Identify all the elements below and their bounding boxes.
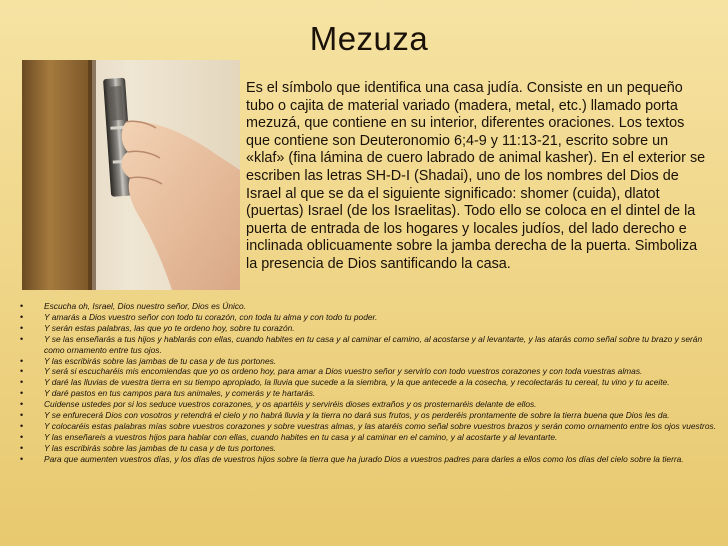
mezuza-illustration xyxy=(22,60,240,290)
verse-item: • Y serán estas palabras, las que yo te ordeno hoy, sobre tu corazón. xyxy=(18,323,718,334)
verse-item: • Y las escribirás sobre las jambas de tu casa y de tus portones. xyxy=(18,356,718,367)
verse-item: • Escucha oh, Israel, Dios nuestro señor, Dios es Único. xyxy=(18,301,718,312)
verse-item: • Y será si escucharéis mis encomiendas que yo os ordeno hoy, para amar a Dios vuestro señor y servirlo con todo vuestros corazones y con toda vuestras almas. xyxy=(18,366,718,377)
verse-item: • Para que aumenten vuestros días, y los días de vuestros hijos sobre la tierra que ha jurado Dios a vuestros padres para darles a ellos como los días del cielo sobre la tierra. xyxy=(18,454,718,465)
mezuza-description: Es el símbolo que identifica una casa judía. Consiste en un pequeño tubo o cajita de material variado (madera, metal, etc.) llamado porta mezuzá, que contiene en su interior, diferentes oraciones. Los textos que contiene son Deuteronomio 6;4-9 y 11:13-21, escrito sobre un «klaf» (fina lámina de cuero labrado de animal kasher). En el exterior se escriben las letras SH-D-I (Shadai), uno de los nombres del Dios de Israel al que se da el siguiente significado: shomer (cuida), dlatot (puertas) Israel (de los Israelitas). Todo ello se coloca en el dintel de la puerta de entrada de los hogares y locales judíos, del lado derecho e inclinada oblicuamente sobre la jamba derecha de la puerta. Simboliza la presencia de Dios santificando la casa. xyxy=(246,80,706,272)
verse-item: • Y las escribirás sobre las jambas de tu casa y de tus portones. xyxy=(18,443,718,454)
slide-title: Mezuza xyxy=(309,20,429,57)
verse-item: • Y daré pastos en tus campos para tus animales, y comerás y te hartarás. xyxy=(18,388,718,399)
verse-item: • Y las enseñareis a vuestros hijos para hablar con ellas, cuando habites en tu casa y al caminar en el camino, y al acostarte y al levantarte. xyxy=(18,432,718,443)
verse-item: • Y colocaréis estas palabras mías sobre vuestros corazones y sobre vuestras almas, y las ataréis como señal sobre vuestros brazos y serán como ornamento entre los ojos vuestros. xyxy=(18,421,718,432)
verse-item: • Y amarás a Dios vuestro señor con todo tu corazón, con toda tu alma y con todo tu poder. xyxy=(18,312,718,323)
door-jamb xyxy=(22,60,92,290)
verse-item: • Y daré las lluvias de vuestra tierra en su tiempo apropiado, la lluvia que sucede a la siembra, y la que antecede a la cosecha, y recolectarás tu cereal, tu vino y tu aceite. xyxy=(18,377,718,388)
verses-list xyxy=(18,301,718,465)
jamb-edge xyxy=(88,60,96,290)
verse-item: • Y se enfurecerá Dios con vosotros y retendrá el cielo y no habrá lluvia y la tierra no dará sus frutos, y os perderéis prontamente de sobre la tierra buena que Dios les da. xyxy=(18,410,718,421)
mezuza-photo xyxy=(22,60,240,290)
verse-item: • Y se las enseñarás a tus hijos y hablarás con ellas, cuando habites en tu casa y al caminar el camino, al acostarse y al levantarte, y las atarás como señal sobre tu brazo y serán como ornamento entre tus ojos. xyxy=(18,334,718,356)
verse-item: • Cuidense ustedes por si los seduce vuestros corazones, y os apartéis y serviréis dioses extraños y os prosternaréis delante de ellos. xyxy=(18,399,718,410)
